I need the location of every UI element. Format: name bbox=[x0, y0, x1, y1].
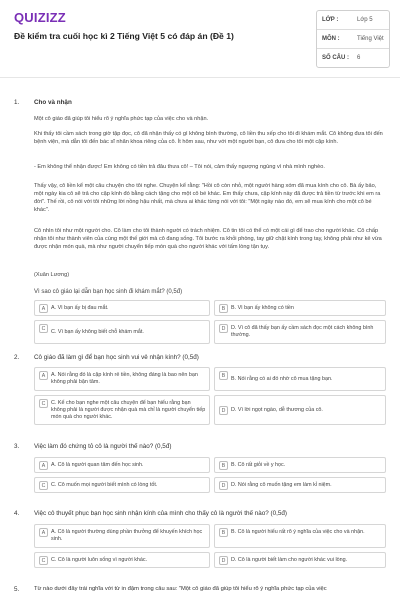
answer-option-a[interactable] bbox=[34, 300, 210, 316]
option-text: B. Cô là người hiểu rất rõ ý nghĩa của việc cho và nhận. bbox=[231, 529, 365, 535]
passage-paragraph: Cô nhìn tôi như một người cho. Cô làm cho tôi thành người có trách nhiệm. Cô tin tôi có thể có một cái gì để trao cho người khác. Cô chấp nhận tôi như thành viên của cùng một thế giới mà cô đang sống. Tôi bước ra khỏi phòng, tay giữ chặt kính trong tay, không phải như kẻ vừa được nhận món quà, mà như người chuyển tiếp món quà cho người khác với tấm lòng tận tụy. bbox=[34, 228, 382, 251]
question-number: 2. bbox=[14, 354, 20, 361]
passage-paragraph: Một cô giáo đã giúp tôi hiểu rõ ý nghĩa phức tạp của việc cho và nhận. bbox=[34, 116, 209, 122]
answer-option-b[interactable] bbox=[214, 457, 386, 473]
option-letter: C bbox=[39, 324, 48, 333]
option-text: C. Cô là người luôn sống vì người khác. bbox=[51, 557, 148, 563]
answer-option-d[interactable] bbox=[214, 320, 386, 344]
answer-option-c[interactable] bbox=[34, 552, 210, 568]
question-number: 4. bbox=[14, 510, 20, 517]
passage-paragraph: - Em không thể nhận được! Em không có tiền trả đâu thưa cô! – Tôi nói, cảm thấy ngượng ngùng vì nhà mình nghèo. bbox=[34, 164, 325, 170]
question-number: 5. bbox=[14, 586, 20, 593]
question-number: 3. bbox=[14, 443, 20, 450]
option-text: A. Cô là người quan tâm đến học sinh. bbox=[51, 462, 144, 468]
option-letter: C bbox=[39, 399, 48, 408]
option-text: B. Vì bạn ấy không có tiền bbox=[231, 305, 294, 311]
question-text: Cô giáo đã làm gì để bạn học sinh vui vẻ nhận kính? (0,5đ) bbox=[34, 354, 199, 361]
answer-option-d[interactable] bbox=[214, 395, 386, 425]
option-text: C. Kể cho bạn nghe một câu chuyện để bạn hiểu rằng bạn không phải là người được nhận quà mà chỉ là người chuyển tiếp món quà cho người khác. bbox=[51, 400, 206, 421]
page-header bbox=[0, 0, 400, 78]
option-letter: B bbox=[219, 461, 228, 470]
passage-title: Cho và nhận bbox=[34, 99, 72, 106]
passage-paragraph: Khi thấy tôi cầm sách trong giờ tập đọc, cô đã nhận thấy có gì không bình thường, cô liền thu xếp cho tôi đi khám mắt. Cô không đưa tôi đến bệnh viện, mà dẫn tôi đến bác sĩ nhãn khoa riêng của cô. Ít hôm sau, như với một người bạn, cô đưa cho tôi một cặp kính. bbox=[34, 131, 383, 146]
answer-option-d[interactable] bbox=[214, 477, 386, 493]
info-row-grade bbox=[317, 11, 389, 30]
document-title: Đề kiểm tra cuối học kì 2 Tiếng Việt 5 có đáp án (Đề 1) bbox=[14, 31, 234, 41]
option-text: C. Vì bạn ấy không biết chỗ khám mắt. bbox=[51, 329, 144, 335]
answer-option-a[interactable] bbox=[34, 367, 210, 391]
answer-option-b[interactable] bbox=[214, 367, 386, 391]
option-letter: D bbox=[219, 324, 228, 333]
answer-option-c[interactable] bbox=[34, 395, 210, 425]
option-text: D. Nói rằng cô muốn tặng em làm kỉ niệm. bbox=[231, 482, 332, 488]
option-letter: B bbox=[219, 528, 228, 537]
passage-paragraph: Thấy vậy, cô liền kể một câu chuyện cho tôi nghe. Chuyện kể rằng: "Hồi cô còn nhỏ, một người hàng xóm đã mua kính cho cô. Bà ấy bảo, một ngày kia cô sẽ trả cho cặp kính đó bằng cách tặng cho một cô bé khác. Em thấy chưa, cặp kính này đã được trả tiền từ trước khi em ra đời". Thế rồi, cô nói với tôi những lời nồng hậu nhất, mà chưa ai khác từng nói với tôi: "Một ngày nào đó, em sẽ mua kính cho một cô bé khác". bbox=[34, 183, 381, 214]
answer-option-a[interactable] bbox=[34, 457, 210, 473]
quizizz-logo: QUIZIZZ bbox=[14, 10, 66, 25]
option-text: A. Cô là người thường dùng phần thưởng để khuyến khích học sinh. bbox=[51, 529, 203, 543]
info-box bbox=[316, 10, 390, 68]
info-key: SỐ CÂU : bbox=[322, 55, 349, 61]
option-letter: B bbox=[219, 371, 228, 380]
option-text: D. Cô là người biết làm cho người khác vui lòng. bbox=[231, 557, 348, 563]
option-letter: D bbox=[219, 556, 228, 565]
option-letter: D bbox=[219, 406, 228, 415]
answer-option-b[interactable] bbox=[214, 300, 386, 316]
passage-source: (Xuân Lương) bbox=[34, 272, 70, 278]
option-letter: A bbox=[39, 461, 48, 470]
info-key: MÔN : bbox=[322, 36, 340, 42]
answer-option-c[interactable] bbox=[34, 477, 210, 493]
question-text: Vì sao cô giáo lại dẫn bạn học sinh đi khám mắt? (0,5đ) bbox=[34, 289, 183, 295]
info-value: Tiếng Việt bbox=[357, 36, 384, 42]
option-letter: B bbox=[219, 304, 228, 313]
question-number: 1. bbox=[14, 99, 20, 106]
option-letter: A bbox=[39, 528, 48, 537]
option-letter: A bbox=[39, 304, 48, 313]
question-text: Việc làm đó chứng tỏ cô là người thế nào? (0,5đ) bbox=[34, 443, 172, 450]
question-text: Việc cô thuyết phục bạn học sinh nhận kính của mình cho thấy cô là người thế nào? (0,5đ) bbox=[34, 510, 287, 517]
answer-option-b[interactable] bbox=[214, 524, 386, 548]
option-text: B. Cô rất giỏi về y học. bbox=[231, 462, 286, 468]
option-letter: C bbox=[39, 481, 48, 490]
option-text: A. Vì bạn ấy bị đau mắt. bbox=[51, 305, 109, 311]
option-letter: C bbox=[39, 556, 48, 565]
option-text: B. Nói rằng có ai đó nhờ cô mua tặng bạn. bbox=[231, 376, 333, 382]
option-text: C. Cô muốn mọi người biết mình có lòng tốt. bbox=[51, 482, 158, 488]
option-letter: A bbox=[39, 371, 48, 380]
info-row-count bbox=[317, 49, 389, 68]
option-text: A. Nói rằng đó là cặp kính rẻ tiền, không đáng là bao nên bạn không phải bận tâm. bbox=[51, 372, 198, 386]
option-text: D. Vì cô đã thấy bạn ấy cầm sách đọc một cách không bình thường. bbox=[231, 325, 374, 339]
info-key: LỚP : bbox=[322, 17, 339, 23]
answer-option-a[interactable] bbox=[34, 524, 210, 548]
question-text: Từ nào dưới đây trái nghĩa với từ in đậm trong câu sau: "Một cô giáo đã giúp tôi hiểu rõ ý nghĩa phức tạp của việc bbox=[34, 586, 327, 592]
info-row-subject bbox=[317, 30, 389, 49]
answer-option-c[interactable] bbox=[34, 320, 210, 344]
option-letter: D bbox=[219, 481, 228, 490]
info-value: 6 bbox=[357, 55, 361, 61]
option-text: D. Vì lời ngọt ngào, dễ thương của cô. bbox=[231, 407, 323, 413]
answer-option-d[interactable] bbox=[214, 552, 386, 568]
info-value: Lớp 5 bbox=[357, 17, 373, 23]
